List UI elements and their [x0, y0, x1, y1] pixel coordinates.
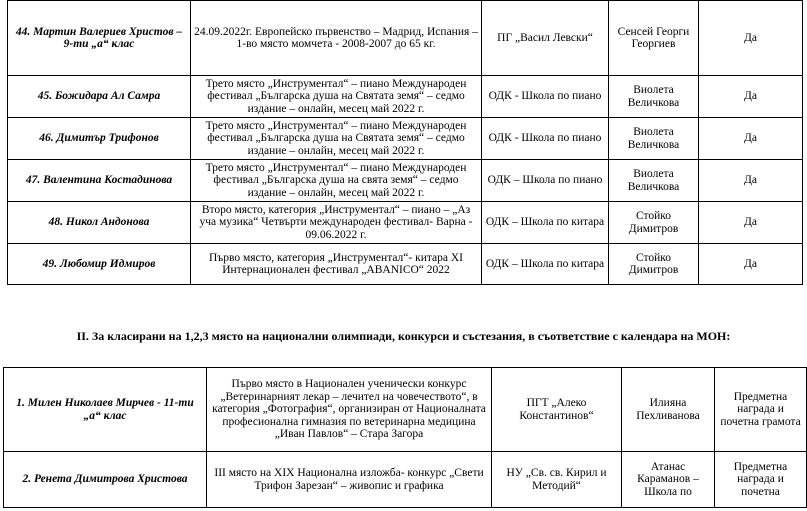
student-name: 46. Димитър Трифонов	[8, 118, 191, 160]
yes-flag: Да	[699, 244, 803, 285]
table-row	[4, 368, 807, 452]
school: ОДК – Школа по китара	[482, 202, 609, 244]
student-name: 1. Милен Николаев Мирчев - 11-ти „а“ клас	[4, 368, 207, 452]
student-name: 44. Мартин Валериев Христов – 9-ти „а“ клас	[8, 1, 191, 76]
school: НУ „Св. св. Кирил и Методий“	[492, 452, 622, 508]
teacher: Атанас Караманов – Школа по	[622, 452, 715, 508]
student-name: 2. Ренета Димитрова Христова	[4, 452, 207, 508]
yes-flag: Да	[699, 160, 803, 202]
school: ОДК – Школа по пиано	[482, 160, 609, 202]
school: ОДК - Школа по пиано	[482, 118, 609, 160]
students-table-section-1	[7, 0, 803, 285]
yes-flag: Да	[699, 76, 803, 118]
achievement: III място на XIX Национална изложба- конкурс „Свети Трифон Зарезан“ – живопис и графика	[207, 452, 492, 508]
achievement: Трето място „Инструментал“ – пиано Международен фестивал „Българска душа на свята земя“ – седмо издание – онлайн, месец май 2022 г.	[191, 160, 482, 202]
table-row	[4, 452, 807, 508]
student-name: 47. Валентина Костадинова	[8, 160, 191, 202]
award: Предметна награда и почетна грамота	[715, 368, 807, 452]
school: ПГТ „Алеко Константинов“	[492, 368, 622, 452]
table-row	[8, 244, 803, 285]
teacher: Виолета Величкова	[609, 76, 699, 118]
table-row	[8, 160, 803, 202]
achievement: Трето място „Инструментал“ – пиано Международен фестивал „Българска душа на Святата земя“ – седмо издание – онлайн, месец май 2022 г.	[191, 118, 482, 160]
achievement: Първо място, категория „Инструментал“- китара XI Интернационален фестивал „ABANICO“ 2022	[191, 244, 482, 285]
achievement: 24.09.2022г. Европейско първенство – Мадрид, Испания – 1-во място момчета - 2008-2007 до 65 кг.	[191, 1, 482, 76]
achievement: Второ място, категория „Инструментал“ – пиано – „Аз уча музика“ Четвърти международен фестивал- Варна - 09.06.2022 г.	[191, 202, 482, 244]
school: ПГ „Васил Левски“	[482, 1, 609, 76]
teacher: Виолета Величкова	[609, 160, 699, 202]
students-table-section-2	[3, 367, 807, 508]
teacher: Стойко Димитров	[609, 244, 699, 285]
table-row	[8, 1, 803, 76]
yes-flag: Да	[699, 1, 803, 76]
student-name: 45. Божидара Ал Самра	[8, 76, 191, 118]
school: ОДК – Школа по китара	[482, 244, 609, 285]
student-name: 48. Никол Андонова	[8, 202, 191, 244]
table-row	[8, 202, 803, 244]
yes-flag: Да	[699, 118, 803, 160]
school: ОДК - Школа по пиано	[482, 76, 609, 118]
achievement: Трето място „Инструментал“ – пиано Международен фестивал „Българска душа на Святата земя“ – седмо издание – онлайн, месец май 2022 г.	[191, 76, 482, 118]
award: Предметна награда и почетна	[715, 452, 807, 508]
student-name: 49. Любомир Идмиров	[8, 244, 191, 285]
table-row	[8, 118, 803, 160]
table-row	[8, 76, 803, 118]
section-heading: II. За класирани на 1,2,3 място на национални олимпиади, конкурси и състезания, в съответствие с календара на МОН:	[76, 329, 731, 343]
teacher: Стойко Димитров	[609, 202, 699, 244]
yes-flag: Да	[699, 202, 803, 244]
teacher: Илияна Пехливанова	[622, 368, 715, 452]
achievement: Първо място в Национален ученически конкурс „Ветеринарният лекар – лечител на човечеството“, в категория „Фотография“, организиран от Националната професионална гимназия по ветеринарна медицина „Иван Павлов“ – Стара Загора	[207, 368, 492, 452]
teacher: Виолета Величкова	[609, 118, 699, 160]
teacher: Сенсей Георги Георгиев	[609, 1, 699, 76]
